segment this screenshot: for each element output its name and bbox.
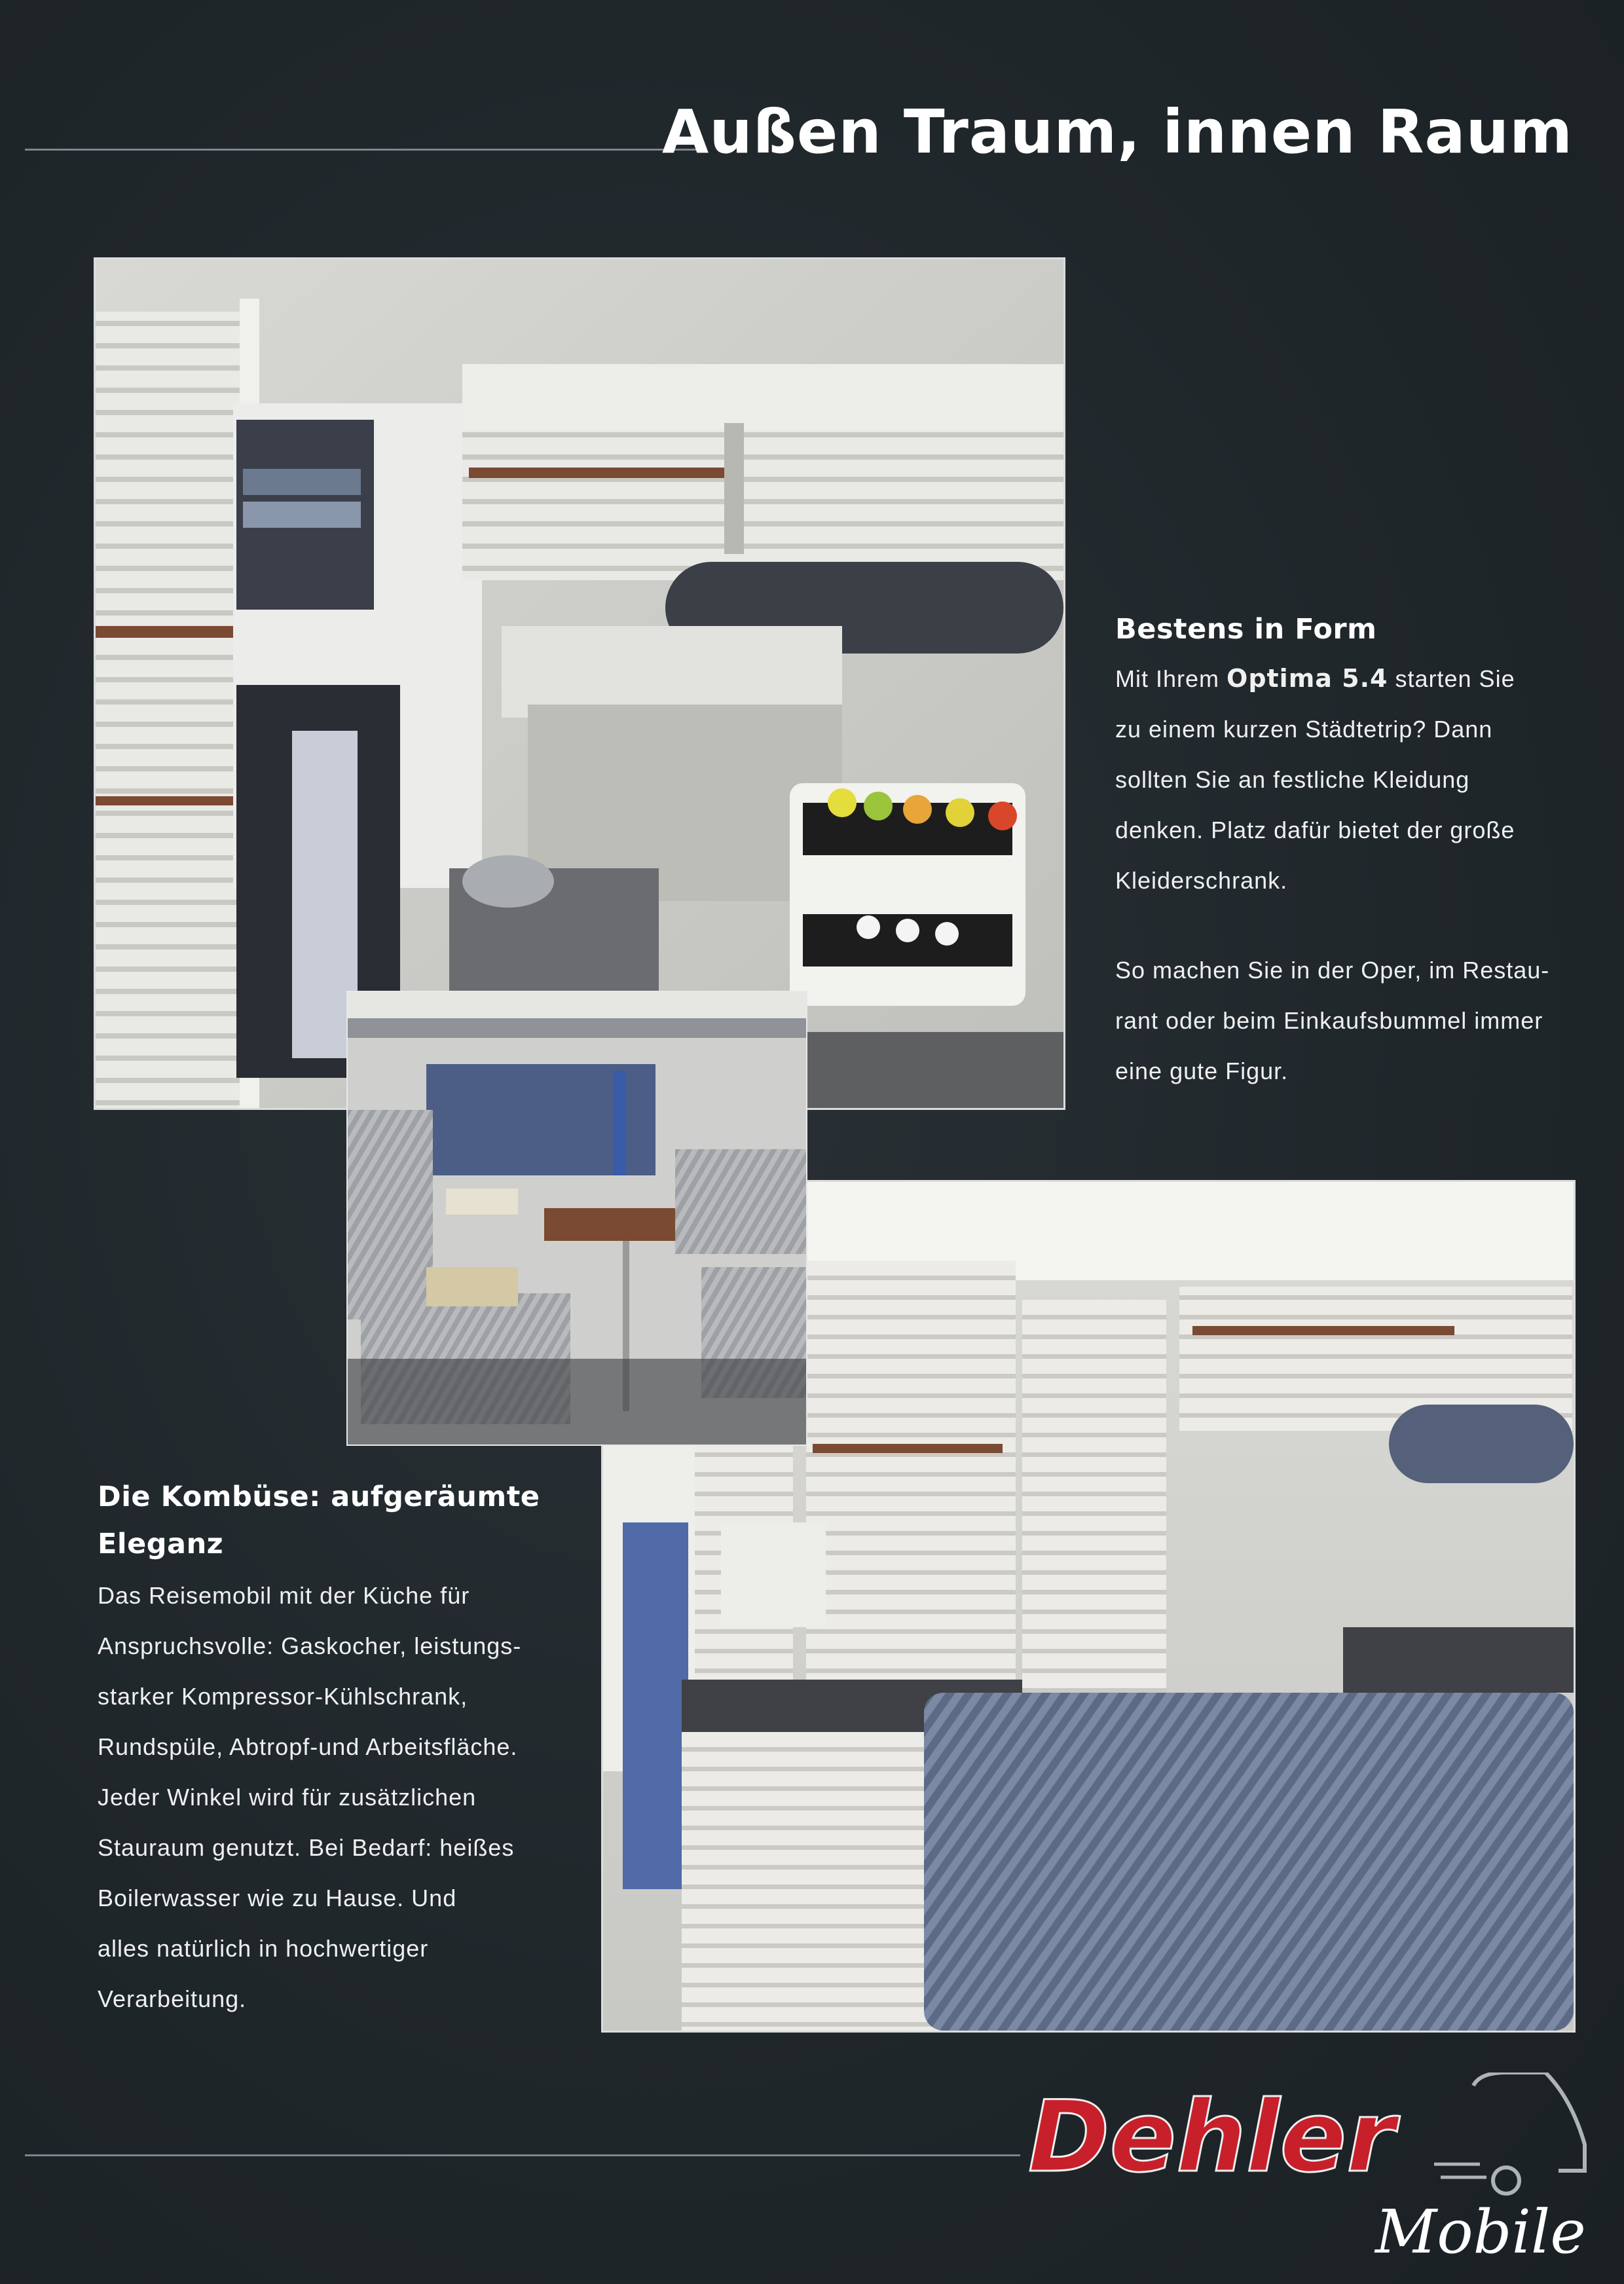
wardrobe-kitchen-image [96, 259, 1063, 1108]
section2-line4: Rundspüle, Abtropf-und Arbeitsfläche. [98, 1733, 518, 1760]
section2-line1: Das Reisemobil mit der Küche für [98, 1582, 470, 1609]
section2-heading-line2: Eleganz [98, 1528, 224, 1560]
section2-line7: Boilerwasser wie zu Hause. Und [98, 1885, 457, 1911]
section1-line4: denken. Platz dafür bietet der große [1115, 817, 1515, 843]
section1-p2-line2: rant oder beim Einkaufsbummel immer [1115, 1007, 1543, 1034]
section2-heading-line1: Die Kombüse: aufgeräumte [98, 1481, 540, 1513]
section2-line8: alles natürlich in hochwertiger [98, 1935, 429, 1962]
section2-paragraph [98, 1570, 563, 2024]
brand-sub: Mobile [1375, 2197, 1586, 2267]
photo-dinette [346, 991, 807, 1446]
section-bestens-in-form [1115, 608, 1574, 1096]
dehler-mobile-logo [1022, 2072, 1598, 2269]
section1-line5: Kleiderschrank. [1115, 867, 1288, 894]
section2-line2: Anspruchsvolle: Gaskocher, leistungs- [98, 1632, 522, 1659]
section1-line3: sollten Sie an festliche Kleidung [1115, 766, 1470, 793]
section1-line1-post: starten Sie [1388, 665, 1515, 692]
footer-rule [25, 2154, 1020, 2156]
section1-paragraph1 [1115, 654, 1574, 906]
section1-paragraph2 [1115, 945, 1574, 1096]
section1-p2-line1: So machen Sie in der Oper, im Restau- [1115, 957, 1550, 984]
section2-line3: starker Kompressor-Kühlschrank, [98, 1683, 468, 1710]
wheel-icon [1493, 2167, 1519, 2194]
dinette-image [348, 992, 806, 1445]
section1-line1-pre: Mit Ihrem [1115, 665, 1227, 692]
section2-line5: Jeder Winkel wird für zusätzlichen [98, 1784, 477, 1811]
photo-wardrobe-kitchen [94, 257, 1065, 1110]
section2-line9: Verarbeitung. [98, 1985, 247, 2012]
section2-line6: Stauraum genutzt. Bei Bedarf: heißes [98, 1834, 515, 1861]
section1-p2-line3: eine gute Figur. [1115, 1058, 1289, 1084]
section1-heading: Bestens in Form [1115, 613, 1377, 646]
brand-name: Dehler [1028, 2080, 1395, 2194]
header-rule [25, 149, 706, 151]
section2-heading [98, 1473, 563, 1568]
section1-line2: zu einem kurzen Städtetrip? Dann [1115, 716, 1493, 743]
model-name: Optima 5.4 [1227, 664, 1388, 693]
van-outline-icon [1473, 2072, 1585, 2171]
page-headline: Außen Traum, innen Raum [662, 97, 1573, 167]
section-kombuese [98, 1473, 563, 2024]
